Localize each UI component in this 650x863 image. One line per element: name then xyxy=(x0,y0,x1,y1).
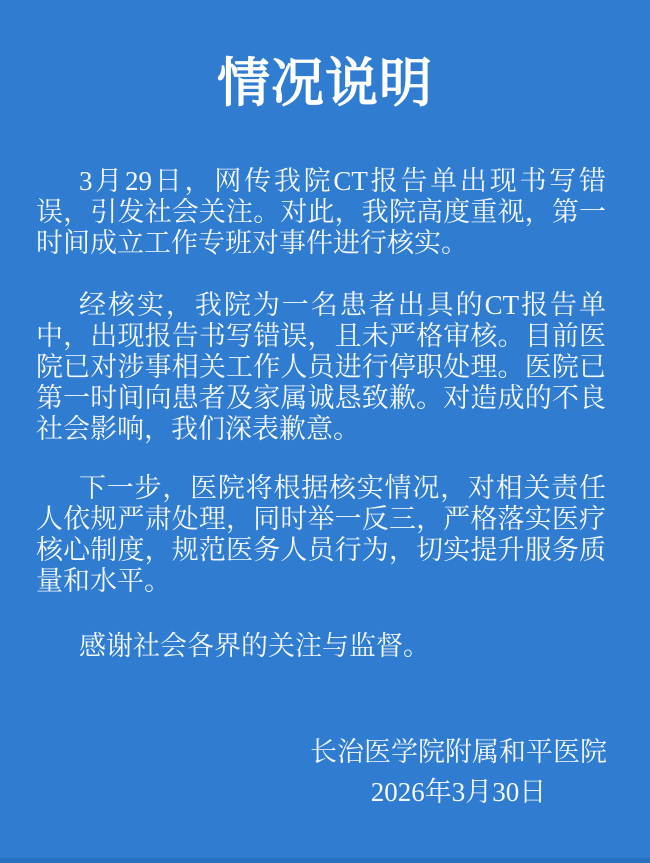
statement-paragraph-3: 下一步，医院将根据核实情况，对相关责任人依规严肃处理，同时举一反三，严格落实医疗核心制度，规范医务人员行为，切实提升服务质量和水平。 xyxy=(36,473,606,596)
issuer-name: 长治医学院附属和平医院 xyxy=(310,737,607,767)
statement-title: 情况说明 xyxy=(217,54,433,113)
signature-block xyxy=(310,732,607,812)
statement-body xyxy=(0,166,650,662)
statement-paragraph-1: 3月29日，网传我院CT报告单出现书写错误，引发社会关注。对此，我院高度重视，第一时间成立工作专班对事件进行核实。 xyxy=(36,166,606,258)
statement-paragraph-2: 经核实，我院为一名患者出具的CT报告单中，出现报告书写错误，且未严格审核。目前医院已对涉事相关工作人员进行停职处理。医院已第一时间向患者及家属诚恳致歉。对造成的不良社会影响，我们深表歉意。 xyxy=(36,290,606,444)
bottom-edge-divider xyxy=(0,858,650,863)
statement-paragraph-4: 感谢社会各界的关注与监督。 xyxy=(79,631,430,661)
issue-date: 2026年3月30日 xyxy=(370,777,547,807)
